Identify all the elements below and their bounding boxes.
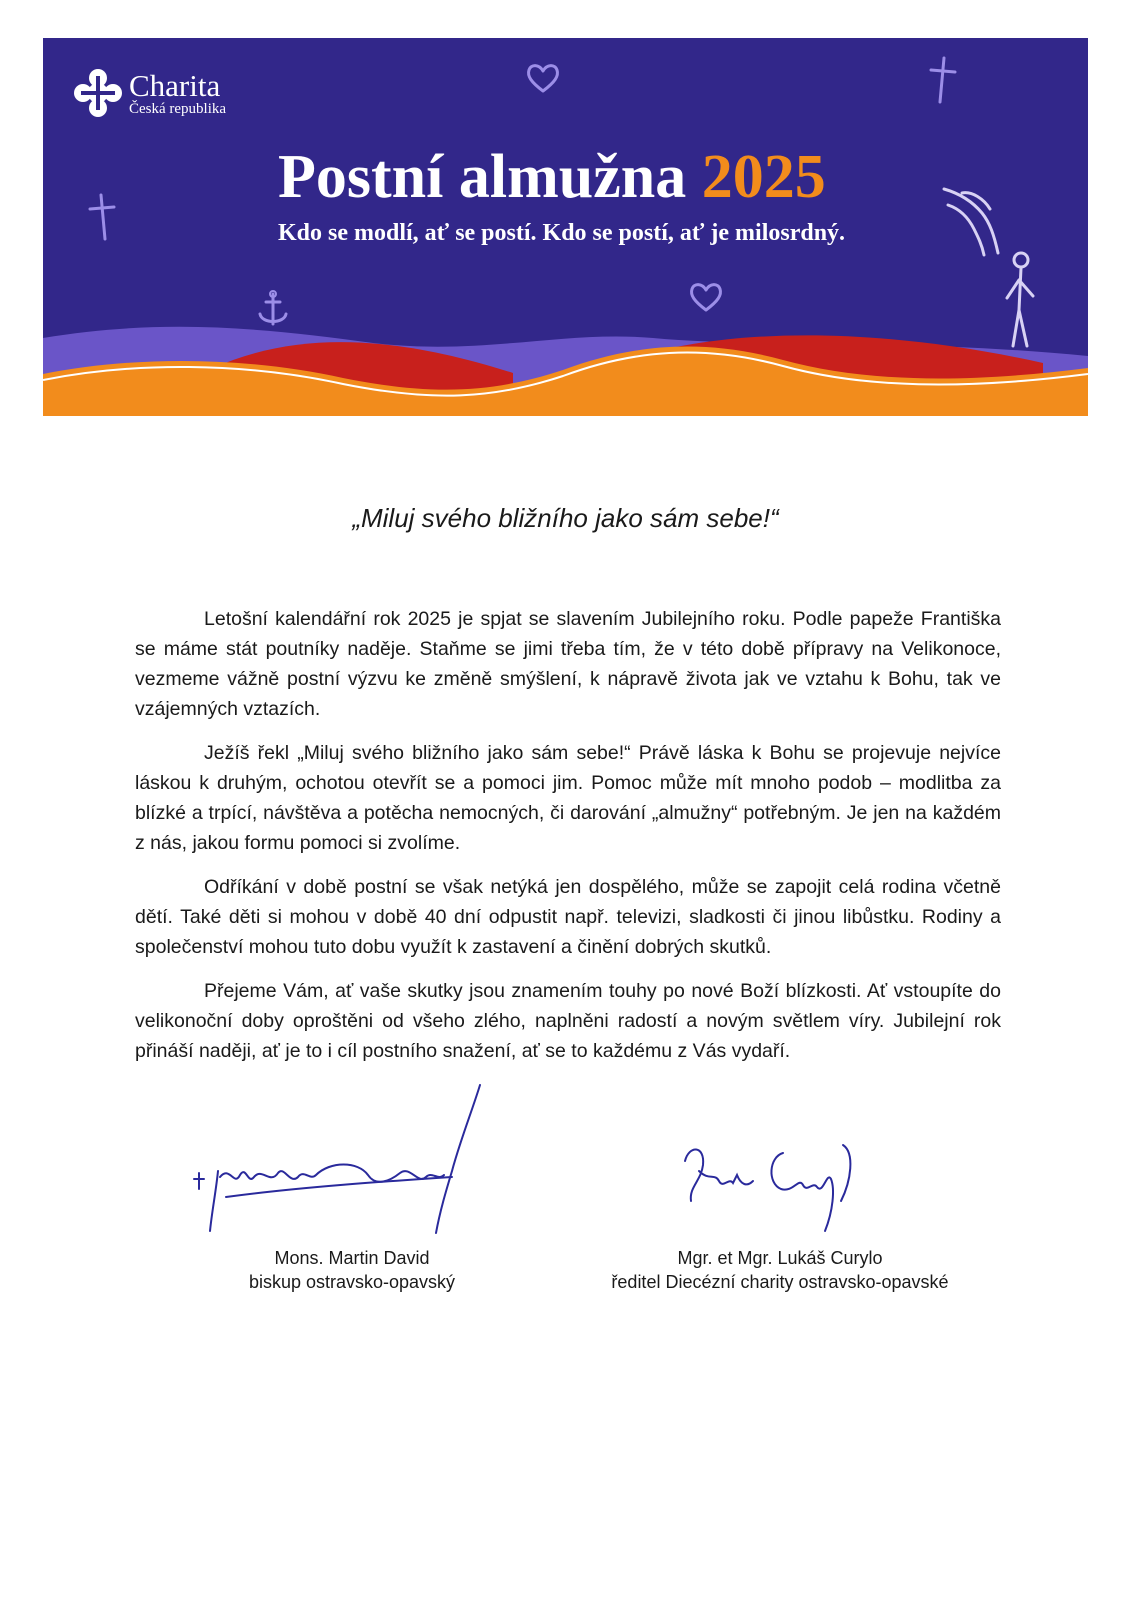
paragraph: Odříkání v době postní se však netýká jen dospělého, může se zapojit celá rodina včetně dětí. Také děti si mohou v době 40 dní odpustit např. televizi, sladkosti či jinou libůstku. Rodiny a společenství mohou tuto dobu využít k zastavení a činění dobrých skutků. — [135, 876, 1001, 958]
charita-cross-icon — [73, 68, 123, 118]
banner-title — [278, 143, 826, 211]
signer-name: Mgr. et Mgr. Lukáš Curylo — [677, 1248, 883, 1268]
logo-subtitle: Česká republika — [129, 100, 227, 117]
signer-name: Mons. Martin David — [274, 1248, 430, 1268]
signature-block-bishop — [222, 1246, 482, 1294]
paragraph: Letošní kalendářní rok 2025 je spjat se slavením Jubilejního roku. Podle papeže Františka se máme stát poutníky naděje. Staňme se jimi třeba tím, že v této době přípravy na Velikonoce, vezmeme vážně postní výzvu ke změně smýšlení, k nápravě života jak ve vztahu k Bohu, tak ve vzájemných vztazích. — [135, 608, 1001, 720]
hand-icon — [938, 183, 1008, 263]
banner-year: 2025 — [701, 143, 826, 211]
signer-role: ředitel Diecézní charity ostravsko-opavské — [611, 1272, 949, 1292]
heart-icon — [525, 62, 561, 94]
signature-image — [675, 1131, 875, 1241]
banner-title-text: Postní almužna — [278, 143, 687, 211]
signature-image — [190, 1081, 490, 1241]
banner-subtitle: Kdo se modlí, ať se postí. Kdo se postí, ať je milosrdný. — [278, 220, 846, 246]
paragraph: Přejeme Vám, ať vaše skutky jsou znamením touhy po nové Boží blízkosti. Ať vstoupíte do velikonoční doby oproštěni od všeho zlého, naplněni radostí a novým světlem víry. Jubilejní rok přináší naději, ať je to i cíl postního snažení, ať se to každému z Vás vydaří. — [135, 980, 1001, 1062]
signature-block-director — [590, 1246, 970, 1294]
signer-role: biskup ostravsko-opavský — [248, 1272, 456, 1292]
paragraph: Ježíš řekl „Miluj svého bližního jako sám sebe!“ Právě láska k Bohu se projevuje nejvíce láskou k druhým, ochotou otevřít se a pomoci jim. Pomoc může mít mnoho podob – modlitba za blízké a trpící, návštěva a potěcha nemocných, či darování „almužny“ potřebným. Je jen na každém z nás, jakou formu pomoci si zvolíme. — [135, 742, 1001, 854]
letter-body — [135, 604, 1001, 1080]
heart-icon — [688, 281, 724, 313]
charita-logo — [73, 68, 226, 118]
cross-icon — [87, 193, 117, 241]
person-icon — [1001, 250, 1041, 350]
logo-name: Charita — [129, 67, 221, 103]
anchor-icon — [256, 290, 290, 330]
banner — [43, 38, 1088, 416]
cross-icon — [928, 56, 958, 104]
motto-heading: „Miluj svého bližního jako sám sebe!“ — [352, 503, 779, 533]
